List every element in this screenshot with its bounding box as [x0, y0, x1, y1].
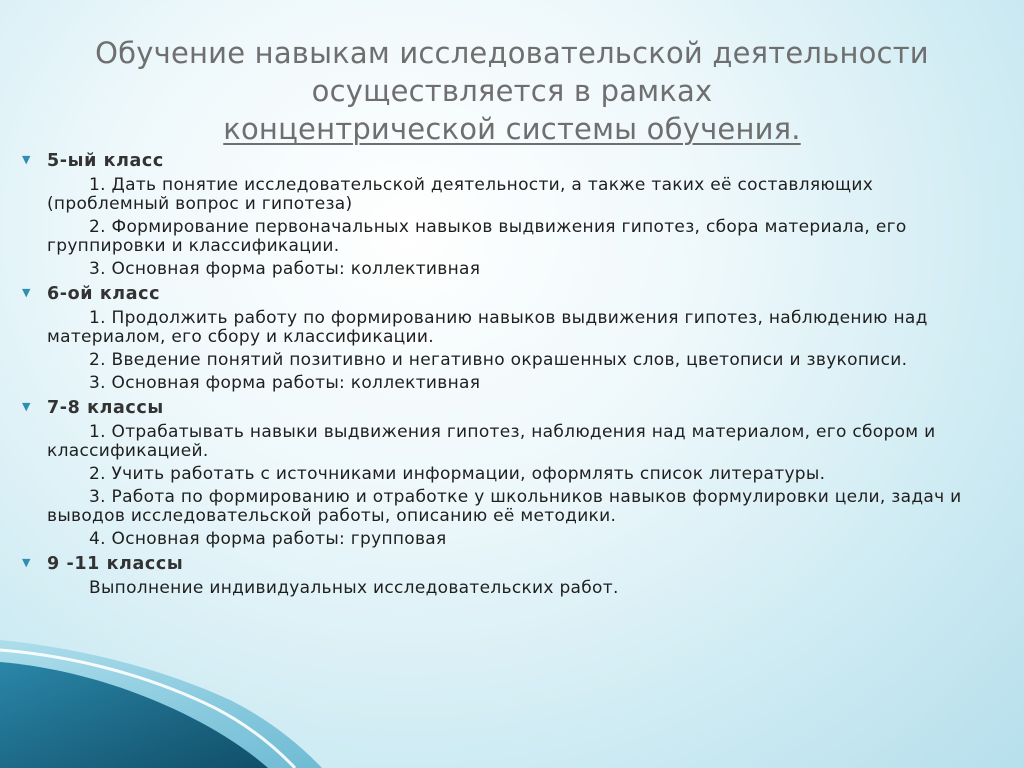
list-item: 4. Основная форма работы: групповая: [89, 529, 447, 549]
list-item: 2. Учить работать с источниками информации, оформлять список литературы.: [89, 464, 826, 484]
section-grade-6: [0, 283, 1024, 393]
section-grade-7-8: [0, 397, 1024, 549]
list-item: 2. Введение понятий позитивно и негативно окрашенных слов, цветописи и звукописи.: [89, 350, 908, 370]
list-item: 3. Основная форма работы: коллективная: [89, 373, 481, 393]
section-grade-9-11: [0, 553, 1024, 598]
title-line-2: осуществляется в рамках: [311, 74, 713, 108]
triangle-bullet-icon: ▼: [22, 556, 31, 569]
list-item: 2. Формирование первоначальных навыков выдвижения гипотез, сбора материала, его группировки и классификации.: [47, 217, 907, 256]
section-heading: 7-8 классы: [47, 398, 164, 418]
list-item: 3. Основная форма работы: коллективная: [89, 259, 481, 279]
title-line-1: Обучение навыкам исследовательской деятельности: [95, 36, 929, 70]
content-list: [0, 150, 1024, 598]
section-grade-5: [0, 150, 1024, 279]
list-item: 1. Отрабатывать навыки выдвижения гипотез, наблюдения над материалом, его сбором и классификацией.: [47, 422, 936, 461]
list-item: 3. Работа по формированию и отработке у школьников навыков формулировки цели, задач и выводов исследовательской работы, описанию её методики.: [47, 487, 962, 526]
triangle-bullet-icon: ▼: [22, 153, 31, 166]
section-heading: 6-ой класс: [47, 284, 161, 304]
section-heading: 9 -11 классы: [47, 554, 184, 574]
triangle-bullet-icon: ▼: [22, 286, 31, 299]
list-item: 1. Продолжить работу по формированию навыков выдвижения гипотез, наблюдению над материалом, его сбору и классификации.: [47, 308, 928, 347]
section-heading: 5-ый класс: [47, 151, 164, 171]
triangle-bullet-icon: ▼: [22, 400, 31, 413]
list-item: Выполнение индивидуальных исследовательских работ.: [89, 578, 619, 598]
title-line-3: концентрической системы обучения.: [223, 112, 801, 146]
slide-title: [40, 34, 984, 148]
list-item: 1. Дать понятие исследовательской деятельности, а также таких её составляющих (проблемный вопрос и гипотеза): [47, 175, 874, 214]
